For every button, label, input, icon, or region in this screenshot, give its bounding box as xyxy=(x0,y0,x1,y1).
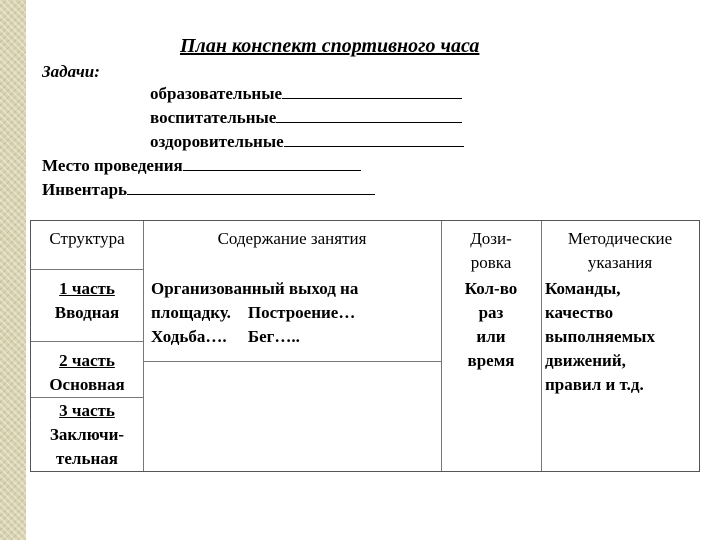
decorative-side-strip xyxy=(0,0,26,540)
dosage-column: Кол-во раз или время xyxy=(464,279,518,370)
lesson-plan-table xyxy=(30,220,700,472)
blank-line xyxy=(183,156,361,171)
blank-line xyxy=(284,132,464,147)
header-structure: Структура xyxy=(49,229,125,248)
blank-line xyxy=(276,108,462,123)
page-title: План конспект спортивного часа xyxy=(180,35,480,57)
part-3: 3 часть Заключи- тельная xyxy=(49,401,125,468)
content-part-1: Организованный выход на площадку. Построение… Ходьба…. Бег….. xyxy=(151,279,359,346)
task-upbringing: воспитательные xyxy=(150,108,462,128)
table-divider xyxy=(31,397,143,398)
equipment-field: Инвентарь xyxy=(42,180,375,200)
task-educational: образовательные xyxy=(150,84,462,104)
header-dosage: Дози- ровка xyxy=(470,229,512,272)
blank-line xyxy=(282,84,462,99)
task-health: оздоровительные xyxy=(150,132,464,152)
header-methodical: Методические указания xyxy=(567,229,673,272)
table-divider xyxy=(143,221,144,471)
part-2: 2 часть Основная xyxy=(49,351,125,394)
table-divider xyxy=(143,361,441,362)
table-divider xyxy=(31,341,143,342)
blank-line xyxy=(127,180,375,195)
methodical-notes: Команды, качество выполняемых движений, правил и т.д. xyxy=(545,279,655,394)
place-field: Место проведения xyxy=(42,156,361,176)
header-content: Содержание занятия xyxy=(217,229,367,248)
part-1: 1 часть Вводная xyxy=(54,279,120,322)
tasks-label: Задачи: xyxy=(42,62,100,81)
table-divider xyxy=(31,269,143,270)
